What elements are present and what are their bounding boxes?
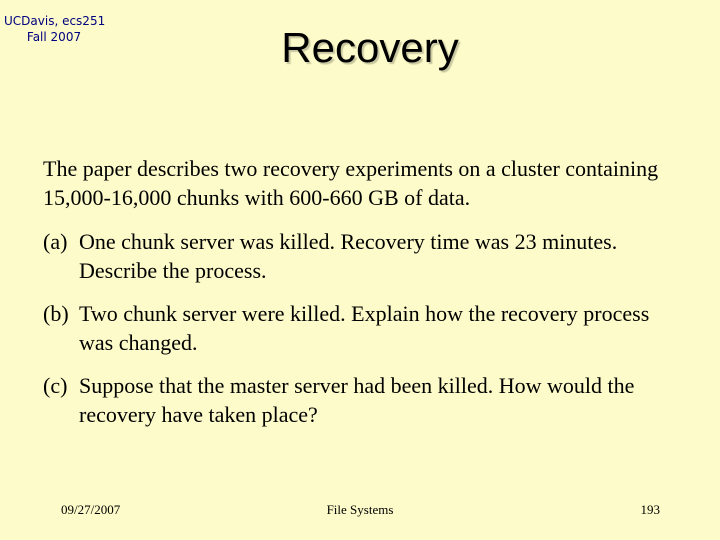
course-line-2: Fall 2007 [26, 30, 82, 44]
intro-paragraph: The paper describes two recovery experiments on a cluster containing 15,000-16,000 chunks with 600-660 GB of data. [43, 156, 659, 210]
slide-body [43, 154, 683, 212]
list-marker-c: (c) [43, 373, 68, 398]
list-text-c: Suppose that the master server had been killed. How would the recovery have taken place? [79, 373, 635, 427]
list-item-b [43, 299, 683, 357]
list-text-b: Two chunk server were killed. Explain how the recovery process was changed. [79, 301, 650, 355]
list-marker-a: (a) [43, 229, 68, 254]
course-label [4, 13, 104, 45]
course-line-1: UCDavis, ecs251 [4, 14, 106, 28]
slide-title: Recovery [281, 24, 459, 71]
footer-date: 09/27/2007 [61, 502, 121, 517]
list-text-a: One chunk server was killed. Recovery time was 23 minutes. Describe the process. [79, 229, 618, 283]
footer-title: File Systems [326, 502, 394, 517]
page-number: 193 [640, 502, 660, 517]
list-item-c [43, 371, 683, 429]
list-marker-b: (b) [43, 301, 69, 326]
list-item-a [43, 227, 683, 285]
